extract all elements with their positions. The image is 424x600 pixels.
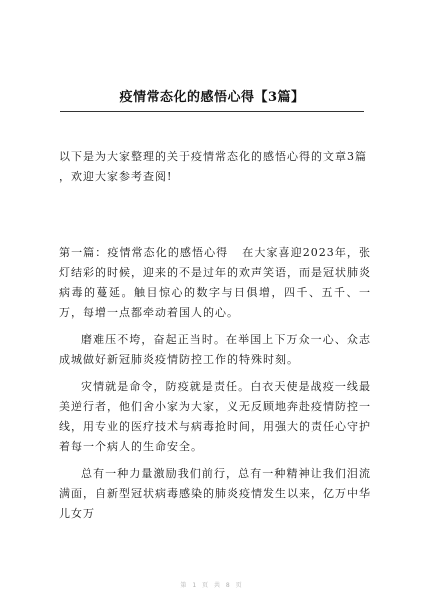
title-divider — [60, 111, 364, 112]
page-number-footer: 第 1 页 共 8 页 — [180, 582, 244, 589]
paragraph-1: 在大家喜迎2023年，张灯结彩的时候，迎来的不是过年的欢声笑语，而是冠状肺炎病毒的蔓延。触目惊心的数字与日俱增，四千、五千、一万，每增一点都牵动着国人的心。 — [59, 246, 372, 319]
document-title: 疫情常态化的感悟心得【3篇】 — [119, 90, 305, 105]
article-body — [59, 243, 371, 531]
intro-paragraph: 以下是为大家整理的关于疫情常态化的感悟心得的文章3篇 ，欢迎大家参考查阅! — [59, 150, 367, 183]
paragraph-3: 灾情就是命令，防疫就是责任。白衣天使是战疫一线最美逆行者，他们舍小家为大家，义无反顾地奔赴疫情防控一线，用专业的医疗技术与病毒抢时间，用强大的责任心守护着每一个病人的生命安全。 — [59, 380, 371, 453]
article-heading: 第一篇：疫情常态化的感悟心得 — [59, 246, 229, 259]
paragraph-4: 总有一种力量激励我们前行，总有一种精神让我们泪流满面，自新型冠状病毒感染的肺炎疫情发生以来，亿万中华儿女万 — [59, 467, 371, 520]
article-first-paragraph — [59, 243, 371, 323]
paragraph-2: 磨难压不垮，奋起正当时。在举国上下万众一心、众志成城做好新冠肺炎疫情防控工作的特殊时刻。 — [59, 333, 371, 366]
